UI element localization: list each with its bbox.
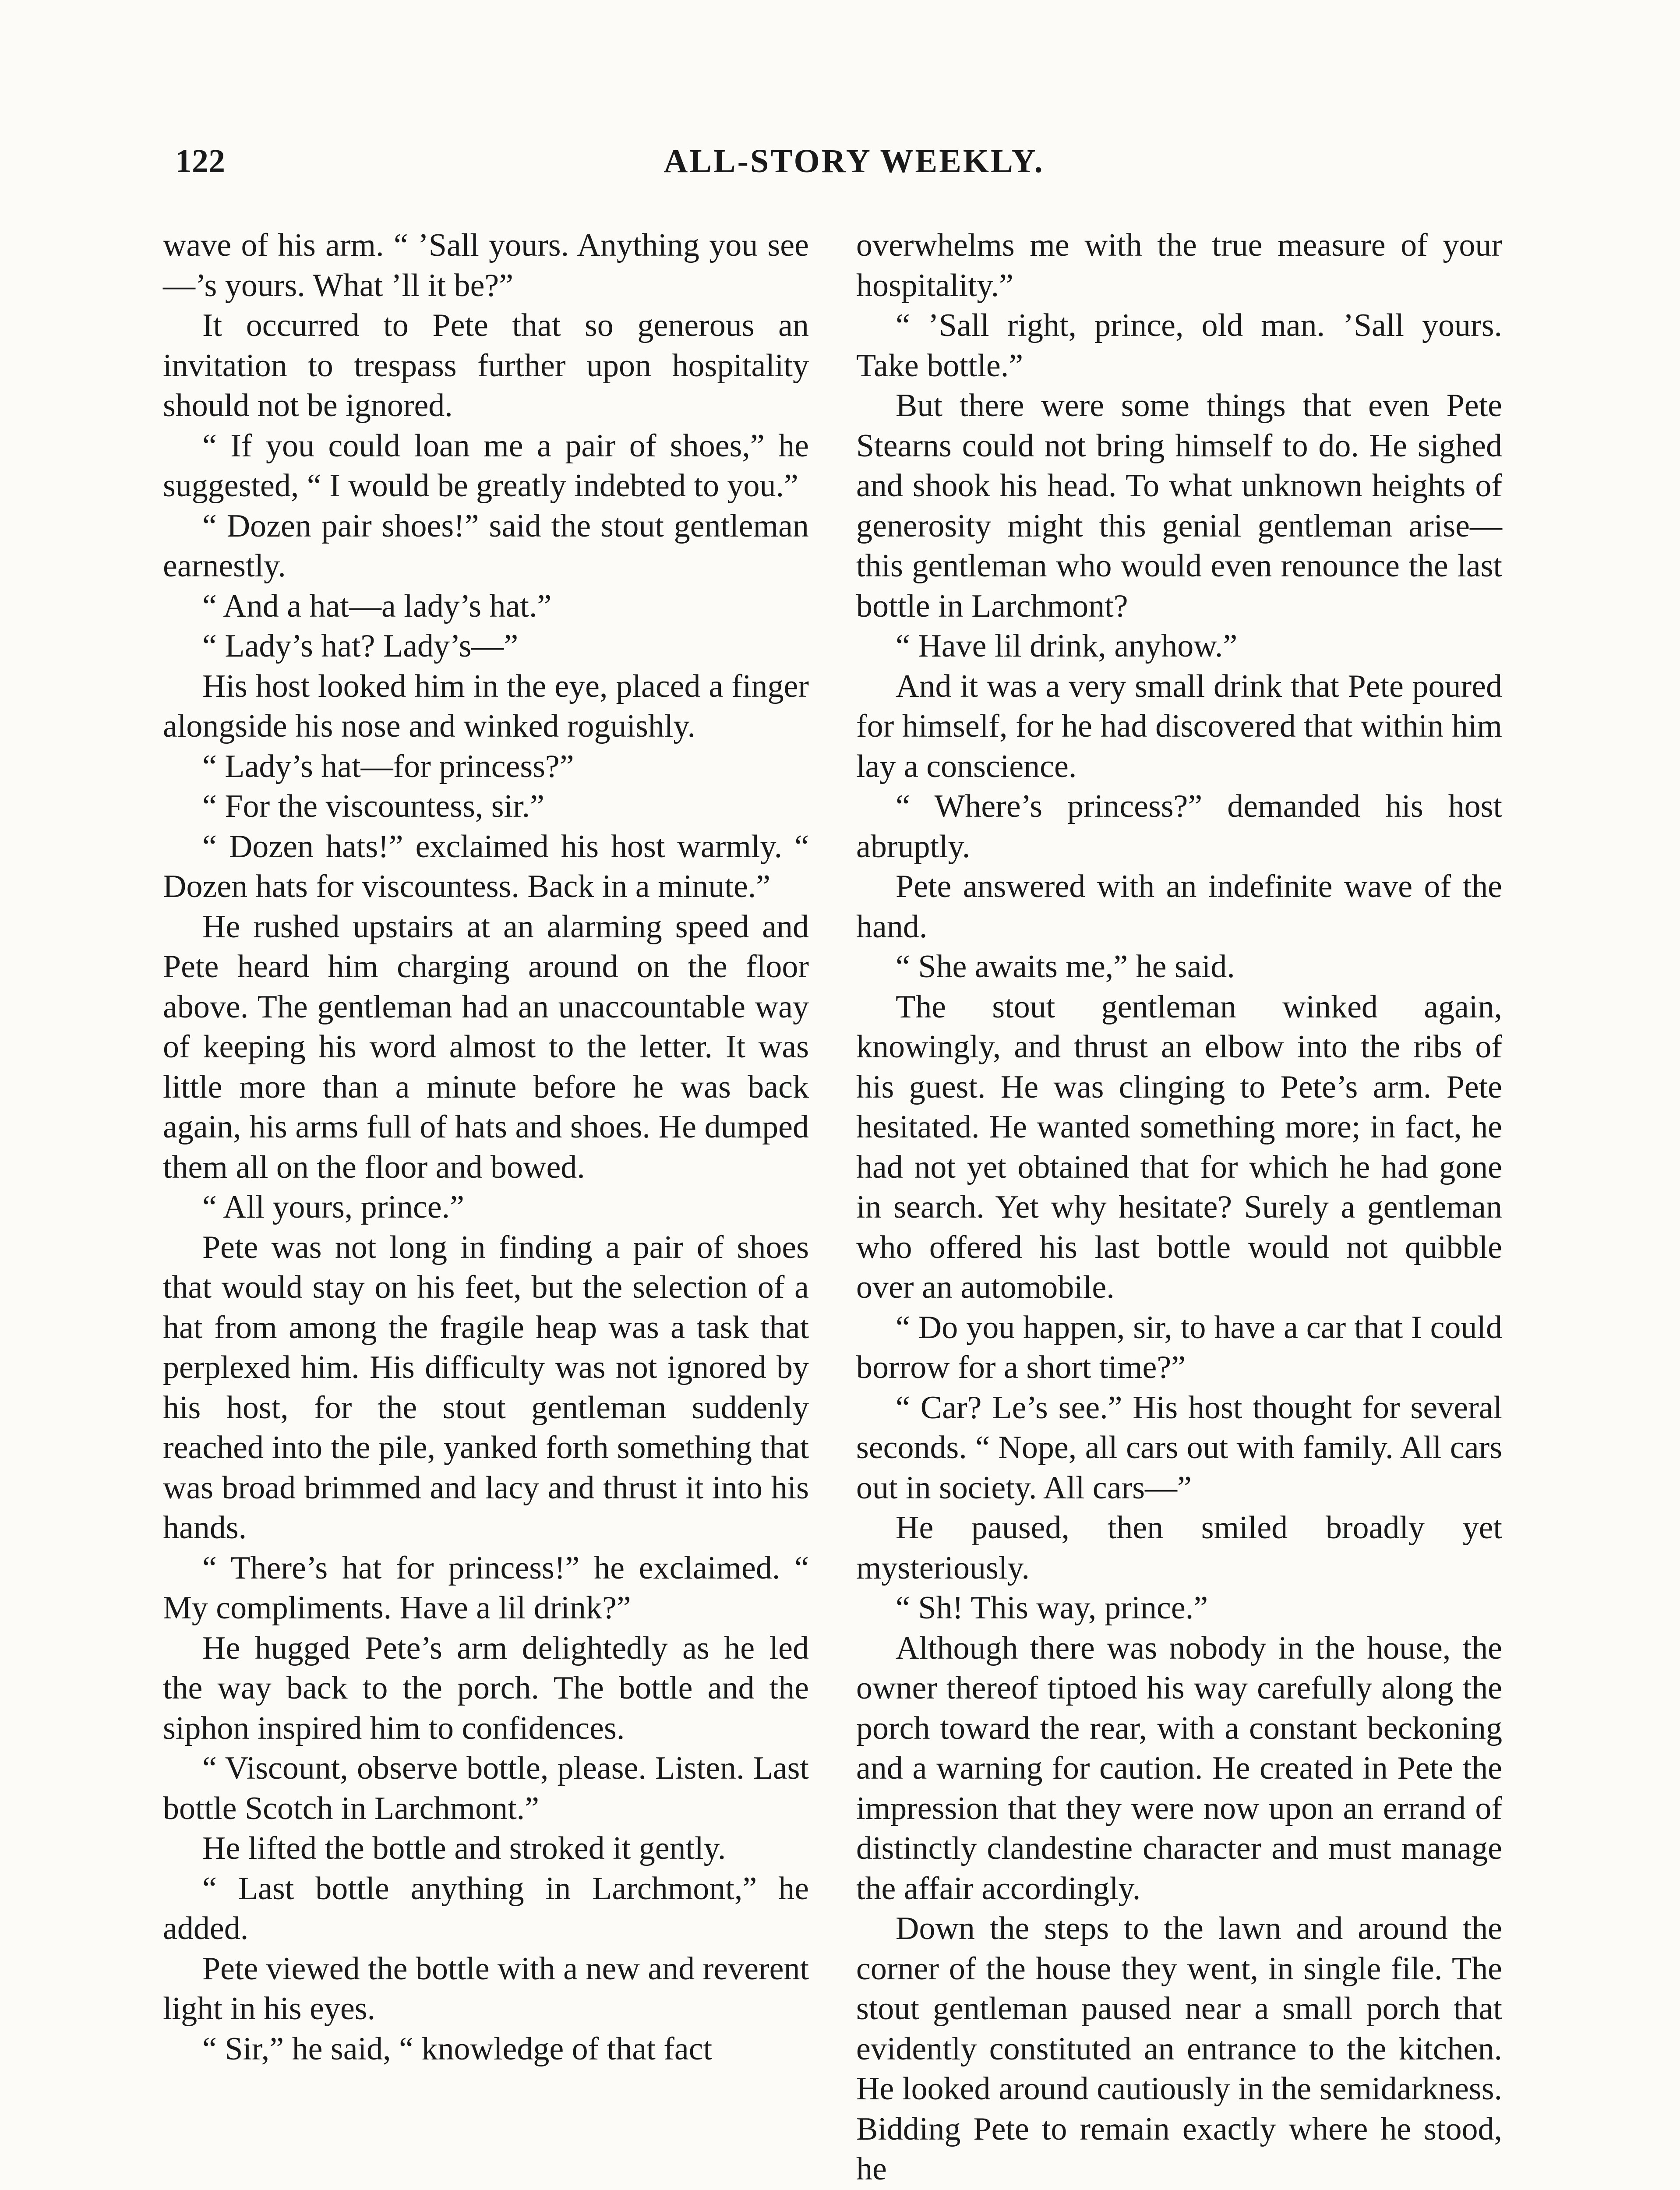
paragraph: And it was a very small drink that Pete poured for himself, for he had discovered that within him lay a conscience.	[856, 668, 1502, 784]
paragraph: “ Viscount, observe bottle, please. Listen. Last bottle Scotch in Larchmont.”	[163, 1750, 809, 1826]
paragraph: “ She awaits me,” he said.	[896, 949, 1235, 985]
paragraph: Down the steps to the lawn and around the corner of the house they went, in single file. The stout gentleman paused near a small porch that evidently constituted an entrance to the kitchen. He looked around cautiously in the semidarkness. Bidding Pete to remain exactly where he stood, he	[856, 1911, 1502, 2187]
paragraph: “ Have lil drink, anyhow.”	[896, 628, 1238, 664]
right-column	[856, 226, 1502, 2190]
paragraph: His host looked him in the eye, placed a finger alongside his nose and winked roguishly.	[163, 668, 809, 744]
paragraph: “ For the viscountess, sir.”	[202, 788, 545, 824]
paragraph: “ And a hat—a lady’s hat.”	[202, 588, 552, 624]
paragraph: “ Sir,” he said, “ knowledge of that fact	[202, 2031, 713, 2067]
paragraph: overwhelms me with the true measure of your hospitality.”	[856, 227, 1502, 304]
paragraph: “ Dozen pair shoes!” said the stout gentleman earnestly.	[163, 508, 809, 584]
paragraph: “ Sh! This way, prince.”	[896, 1590, 1208, 1626]
paragraph: “ Do you happen, sir, to have a car that I could borrow for a short time?”	[856, 1309, 1502, 1385]
paragraph: The stout gentleman winked again, knowingly, and thrust an elbow into the ribs of his guest. He was clinging to Pete’s arm. Pete hesitated. He wanted something more; in fact, he had not yet obtained that for which he had gone in search. Yet why hesitate? Surely a gentleman who offered his last bottle would not quibble over an automobile.	[856, 989, 1502, 1305]
running-head: ALL-STORY WEEKLY.	[664, 143, 1045, 180]
paragraph: “ Last bottle anything in Larchmont,” he added.	[163, 1870, 809, 1946]
paragraph: Pete was not long in finding a pair of shoes that would stay on his feet, but the selection of a hat from among the fragile heap was a task that perplexed him. His difficulty was not ignored by his host, for the stout gentleman suddenly reached into the pile, yanked forth something that was broad brimmed and lacy and thrust it into his hands.	[163, 1229, 809, 1546]
paragraph: “ ’Sall right, prince, old man. ’Sall yours. Take bottle.”	[856, 307, 1502, 384]
paragraph: It occurred to Pete that so generous an invitation to trespass further upon hospitality should not be ignored.	[163, 307, 809, 424]
paragraph: “ All yours, prince.”	[202, 1189, 464, 1225]
paragraph: “ Lady’s hat—for princess?”	[202, 748, 574, 784]
left-column	[163, 226, 809, 2069]
paragraph: “ Car? Le’s see.” His host thought for several seconds. “ Nope, all cars out with family. All cars out in society. All cars—”	[856, 1389, 1502, 1506]
paragraph: He rushed upstairs at an alarming speed and Pete heard him charging around on the floor above. The gentleman had an unaccountable way of keeping his word almost to the letter. It was little more than a minute before he was back again, his arms full of hats and shoes. He dumped them all on the floor and bowed.	[163, 908, 809, 1185]
paragraph: Although there was nobody in the house, the owner thereof tiptoed his way carefully along the porch toward the rear, with a constant beckoning and a warning for caution. He created in Pete the impression that they were now upon an errand of distinctly clandestine character and must manage the affair accordingly.	[856, 1630, 1502, 1907]
paragraph: “ There’s hat for princess!” he exclaimed. “ My compliments. Have a lil drink?”	[163, 1550, 809, 1626]
paragraph: “ Lady’s hat? Lady’s—”	[202, 628, 519, 664]
paragraph: He paused, then smiled broadly yet mysteriously.	[856, 1510, 1502, 1586]
paragraph: “ Dozen hats!” exclaimed his host warmly. “ Dozen hats for viscountess. Back in a minute.”	[163, 828, 809, 904]
paragraph: “ Where’s princess?” demanded his host abruptly.	[856, 788, 1502, 865]
paragraph: But there were some things that even Pete Stearns could not bring himself to do. He sighed and shook his head. To what unknown heights of generosity might this genial gentleman arise—this gentleman who would even renounce the last bottle in Larchmont?	[856, 388, 1502, 624]
paragraph: “ If you could loan me a pair of shoes,” he suggested, “ I would be greatly indebted to you.”	[163, 427, 809, 504]
paragraph: Pete answered with an indefinite wave of the hand.	[856, 869, 1502, 945]
paragraph: He lifted the bottle and stroked it gently.	[202, 1830, 726, 1866]
paragraph: Pete viewed the bottle with a new and reverent light in his eyes.	[163, 1950, 809, 2027]
page-number: 122	[175, 143, 225, 180]
paragraph: wave of his arm. “ ’Sall yours. Anything you see—’s yours. What ’ll it be?”	[163, 227, 809, 304]
paragraph: He hugged Pete’s arm delightedly as he led the way back to the porch. The bottle and the siphon inspired him to confidences.	[163, 1630, 809, 1746]
